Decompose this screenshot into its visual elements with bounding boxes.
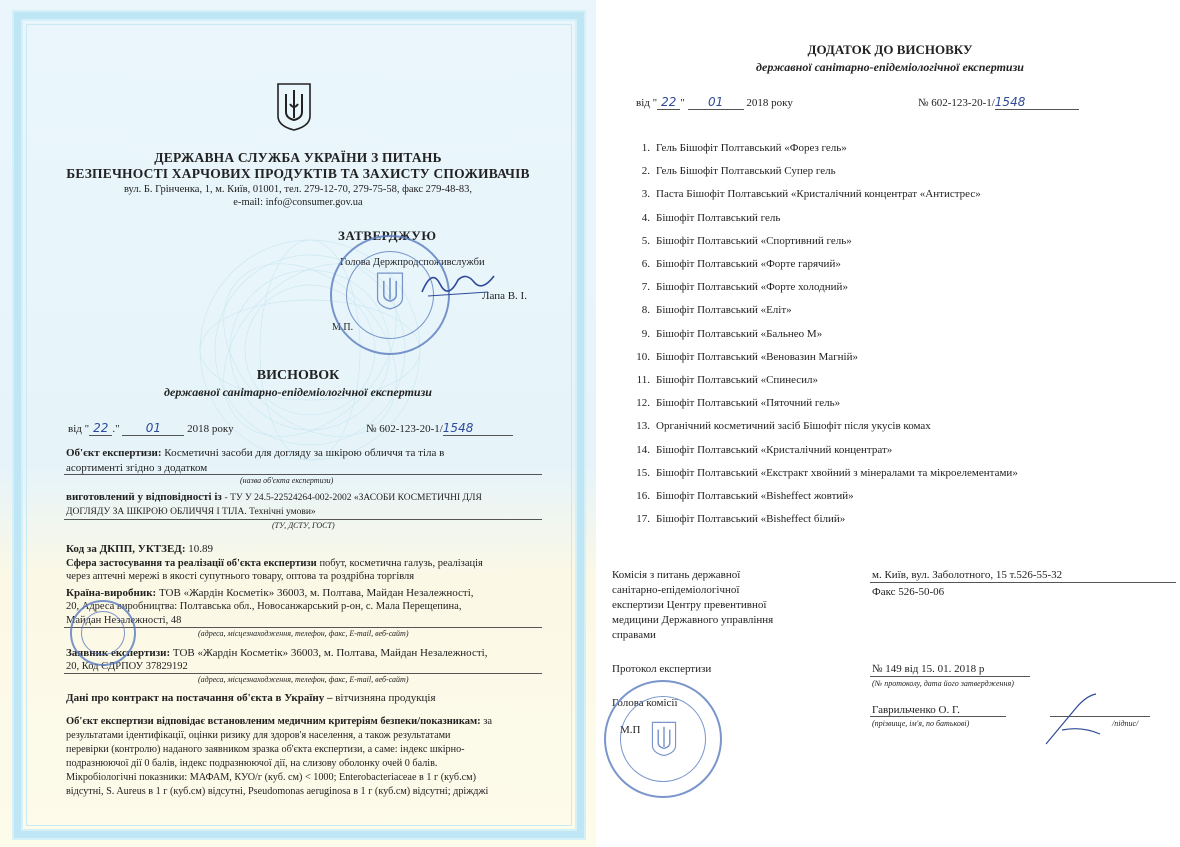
product-list-number: 10. xyxy=(636,350,650,363)
approve-label: ЗАТВЕРДЖУЮ xyxy=(338,228,437,243)
product-list-number: 6. xyxy=(641,258,650,270)
product-list-text: Органічний косметичний засіб Бішофіт після укусів комах xyxy=(656,420,931,433)
product-list-item xyxy=(628,467,1018,479)
small-seal-stamp xyxy=(70,600,136,666)
seal-place-label-right: М.П xyxy=(620,724,641,736)
product-list-text: Гель Бішофіт Полтавський Супер гель xyxy=(656,165,836,178)
product-list-number: 11. xyxy=(636,374,650,386)
product-list-text: Паста Бішофіт Полтавський «Кристалічний концентрат «Антистрес» xyxy=(656,188,981,201)
protocol-label: Протокол експертизи xyxy=(612,663,712,675)
commission-line3: експертизи Центру превентивної xyxy=(612,599,767,611)
conformity-line4: подразнюючої дії 0 балів, індекс подразнюючої дії, на слизову оболонку очей 0 балів. xyxy=(66,758,438,769)
product-list-number: 2. xyxy=(641,165,650,178)
product-list-text: Бішофіт Полтавський «Спортивний гель» xyxy=(656,234,852,247)
product-list-number: 8. xyxy=(641,304,650,317)
product-list-text: Бішофіт Полтавський «Веновазин Магній» xyxy=(656,350,859,363)
product-list-number: 13. xyxy=(636,420,650,433)
classification-code: Код за ДКПП, УКТЗЕД: 10.89 xyxy=(66,543,214,555)
product-list-number: 9. xyxy=(641,327,650,340)
product-list-number: 15. xyxy=(636,466,650,479)
product-list-item xyxy=(628,165,836,177)
product-list-number: 3. xyxy=(641,188,650,201)
manufacturer-field-line3: Майдан Незалежності, 48 xyxy=(66,615,182,626)
signature-hint: /підпис/ xyxy=(1112,719,1139,728)
product-list-item xyxy=(628,420,931,432)
product-list-item xyxy=(628,397,840,409)
protocol-value: № 149 від 15. 01. 2018 р xyxy=(872,663,985,675)
scope-field: Сфера застосування та реалізації об'єкта експертизи побут, косметична галузь, реалізація xyxy=(66,558,483,569)
commission-seal-trident-icon xyxy=(651,720,677,758)
handwritten-signature xyxy=(418,262,498,302)
product-list-text: Бішофіт Полтавський гель xyxy=(656,211,781,224)
contract-field: Дані про контракт на постачання об'єкта в Україну – вітчизняна продукція xyxy=(66,692,436,704)
scope-field-line2: через аптечні мережі в якості супутнього товару, оптова та роздрібна торгівля xyxy=(66,571,415,582)
trident-emblem-icon xyxy=(276,82,312,132)
chair-label: Голова комісії xyxy=(612,697,678,709)
product-list-number: 4. xyxy=(641,211,650,224)
appendix-number: № 602-123-20-1/1548 xyxy=(918,95,1079,110)
applicant-field-line2: 20, Код ЄДРПОУ 37829192 xyxy=(66,661,188,672)
product-list-item xyxy=(628,258,841,270)
appendix-date: від " 22 " 01 2018 року xyxy=(636,95,793,109)
product-list-number: 17. xyxy=(636,513,650,526)
commission-fax: Факс 526-50-06 xyxy=(872,586,945,598)
chair-signature xyxy=(1040,690,1120,750)
conformity-line2: результатами ідентифікації, оцінки ризику для здоров'я населення, а також результатами xyxy=(66,730,451,741)
seal-place-label: М.П. xyxy=(332,322,354,333)
commission-address: м. Київ, вул. Заболотного, 15 т.526-55-32 xyxy=(872,569,1063,581)
conformity-line6: відсутні, S. Aureus в 1 г (куб.см) відсутні, Pseudomonas aeruginosa в 1 г (куб.см) відсутні; дріжджі xyxy=(66,786,489,797)
approver-position: Голова Держпродспоживслужби xyxy=(340,257,485,268)
agency-name-line1: ДЕРЖАВНА СЛУЖБА УКРАЇНИ З ПИТАНЬ xyxy=(154,150,442,165)
product-list-text: Бішофіт Полтавський «Еліт» xyxy=(656,304,792,317)
commission-line4: медицини Державного управління xyxy=(612,614,774,626)
conformity-field: Об'єкт експертизи відповідає встановленим медичним критеріям безпеки/показникам: за xyxy=(66,716,493,727)
product-list-number: 14. xyxy=(636,443,650,456)
manufacturer-field: Країна-виробник: ТОВ «Жардін Косметік» 36003, м. Полтава, Майдан Незалежності, xyxy=(66,587,474,599)
product-list-text: Бішофіт Полтавський «Спинесил» xyxy=(656,374,819,386)
product-list-item xyxy=(628,235,852,247)
object-hint: (назва об'єкта експертизи) xyxy=(240,476,334,485)
product-list-number: 1. xyxy=(641,142,650,154)
product-list-text: Гель Бішофіт Полтавський «Форез гель» xyxy=(656,142,847,154)
product-list-item xyxy=(628,281,848,293)
product-list-item xyxy=(628,304,792,316)
conformity-line5: Мікробіологічні показники: МАФАМ, КУО/г (куб. см) < 1000; Enterobacteriaceae в 1 г (куб.см) xyxy=(66,772,476,783)
product-list-item xyxy=(628,490,854,502)
applicant-hint: (адреса, місцезнаходження, телефон, факс, E-mail, веб-сайт) xyxy=(198,675,409,684)
product-list-item xyxy=(628,188,981,200)
conclusion-subtitle: державної санітарно-епідеміологічної експертизи xyxy=(164,385,432,399)
product-list-item xyxy=(628,374,818,386)
appendix-page xyxy=(600,0,1180,847)
document-number: № 602-123-20-1/1548 xyxy=(366,421,513,436)
agency-name-line2: БЕЗПЕЧНОСТІ ХАРЧОВИХ ПРОДУКТІВ ТА ЗАХИСТУ СПОЖИВАЧІВ xyxy=(66,166,530,181)
product-list-number: 12. xyxy=(636,397,650,410)
manufacturer-field-line2: 20, Адреса виробництва: Полтавська обл., Новосанжарський р-он, с. Мала Перещепина, xyxy=(66,601,462,612)
product-list-text: Бішофіт Полтавський «Кристалічний концентрат» xyxy=(656,443,893,456)
product-list-number: 7. xyxy=(641,281,650,294)
product-list-text: Бішофіт Полтавський «Bisheffect жовтий» xyxy=(656,490,854,502)
commission-line5: справами xyxy=(612,629,656,641)
commission-line1: Комісія з питань державної xyxy=(612,569,741,581)
standard-field-line2: ДОГЛЯДУ ЗА ШКІРОЮ ОБЛИЧЧЯ І ТІЛА. Технічні умови» xyxy=(66,507,316,517)
commission-seal-stamp xyxy=(604,680,722,798)
product-list-text: Бішофіт Полтавський «Форте холодний» xyxy=(656,281,848,294)
chair-name: Гаврильченко О. Г. xyxy=(872,704,960,716)
product-list-item xyxy=(628,444,892,456)
product-list-item xyxy=(628,142,847,154)
agency-address: вул. Б. Грінченка, 1, м. Київ, 01001, тел. 279-12-70, 279-75-58, факс 279-48-83, xyxy=(123,184,473,195)
product-list-text: Бішофіт Полтавський «Екстракт хвойний з мінералами та мікроелементами» xyxy=(656,466,1018,479)
applicant-field: Заявник експертизи: ТОВ «Жардін Косметік» 36003, м. Полтава, Майдан Незалежності, xyxy=(66,647,488,659)
manufacturer-hint: (адреса, місцезнаходження, телефон, факс, E-mail, веб-сайт) xyxy=(198,629,409,638)
conclusion-title: ВИСНОВОК xyxy=(256,368,340,383)
agency-email: e-mail: info@consumer.gov.ua xyxy=(233,197,363,208)
chair-hint: (прізвище, ім'я, по батькові) xyxy=(872,719,970,728)
appendix-subtitle: державної санітарно-епідеміологічної експертизи xyxy=(756,60,1024,74)
standard-field: виготовлений у відповідності із - ТУ У 24.5-22524264-002-2002 «ЗАСОБИ КОСМЕТИЧНІ ДЛЯ xyxy=(66,491,482,503)
appendix-title: ДОДАТОК ДО ВИСНОВКУ xyxy=(807,42,973,57)
product-list-item xyxy=(628,513,845,525)
product-list-item xyxy=(628,328,822,340)
date-row: від " 22 ." 01 2018 року xyxy=(68,421,234,435)
object-field: Об'єкт експертизи: Косметичні засоби для догляду за шкірою обличчя та тіла в xyxy=(66,447,445,459)
conformity-line3: перевірки (контролю) наданого заявником зразка об'єкта експертизи, а саме: індекс шкірно- xyxy=(66,744,465,755)
standard-hint: (ТУ, ДСТУ, ГОСТ) xyxy=(272,521,335,530)
object-field-line2: асортименті згідно з додатком xyxy=(66,462,208,474)
commission-line2: санітарно-епідеміологічної xyxy=(612,584,740,596)
product-list-number: 16. xyxy=(636,490,650,502)
product-list-item xyxy=(628,351,858,363)
product-list-item xyxy=(628,212,780,224)
seal-trident-icon xyxy=(376,271,404,311)
product-list-text: Бішофіт Полтавський «Бальнео М» xyxy=(656,327,823,340)
product-list-text: Бішофіт Полтавський «Пяточний гель» xyxy=(656,397,841,410)
product-list-text: Бішофіт Полтавський «Форте гарячий» xyxy=(656,258,841,270)
protocol-hint: (№ протоколу, дата його затвердження) xyxy=(872,679,1014,688)
approver-name: Лапа В. І. xyxy=(482,290,527,302)
product-list-text: Бішофіт Полтавський «Bisheffect білий» xyxy=(656,513,846,526)
product-list-number: 5. xyxy=(641,234,650,247)
